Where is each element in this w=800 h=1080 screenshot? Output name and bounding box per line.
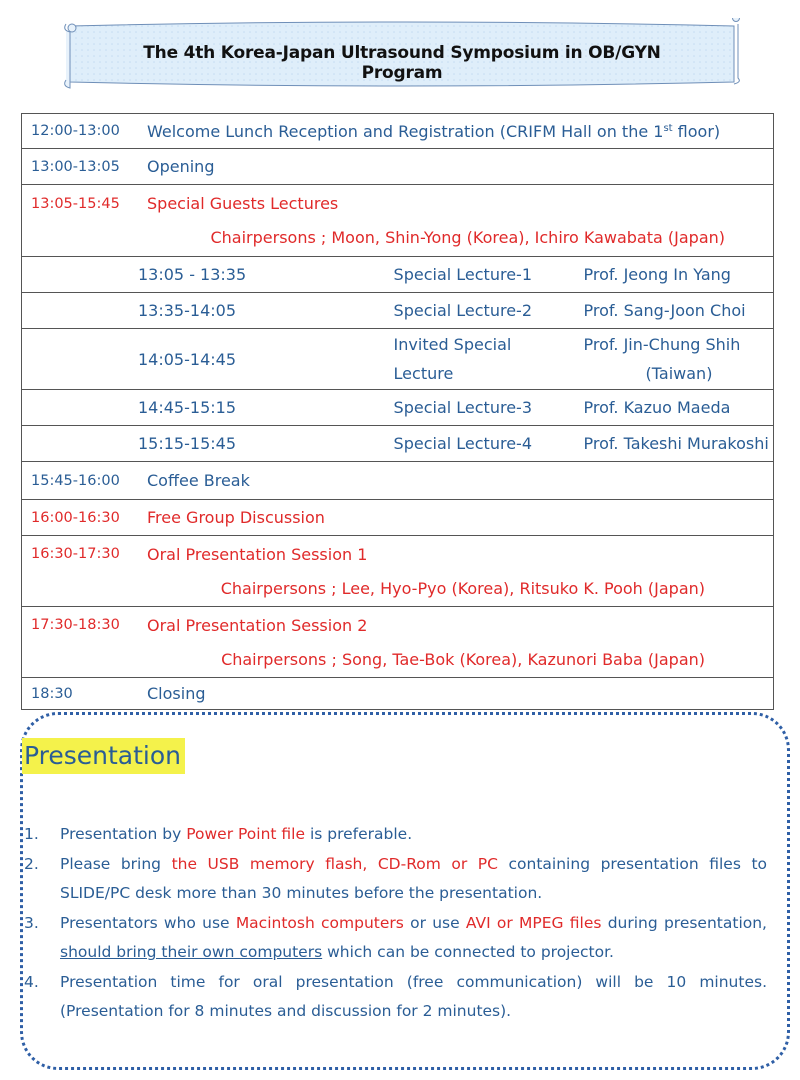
superscript-st: st bbox=[663, 122, 673, 134]
lecture-speaker: Prof. Jin-Chung Shih bbox=[583, 335, 741, 354]
row-time: 17:30-18:30 bbox=[31, 617, 120, 633]
list-text bbox=[60, 820, 767, 849]
schedule-row-coffee bbox=[22, 462, 774, 500]
row-event: Opening bbox=[143, 149, 774, 185]
text-segment: during presentation, bbox=[601, 914, 767, 932]
highlight-text: the USB memory flash, CD-Rom or PC bbox=[171, 855, 498, 873]
lecture-time: 14:05-14:45 bbox=[22, 329, 394, 390]
text-segment: Please bring bbox=[60, 855, 172, 873]
list-number: 3. bbox=[24, 914, 39, 932]
list-text bbox=[60, 850, 767, 908]
lecture-row bbox=[22, 426, 774, 462]
chairpersons-special: Chairpersons ; Moon, Shin-Yong (Korea), Ichiro Kawabata (Japan) bbox=[210, 228, 725, 247]
lecture-title: Invited Special Lecture bbox=[394, 329, 584, 390]
list-text: Presentation time for oral presentation (free communication) will be 10 minutes. (Presentation for 8 minutes and discussion for 2 minutes). bbox=[60, 973, 767, 1020]
highlight-text: Power Point file bbox=[186, 825, 306, 843]
row-event: Coffee Break bbox=[143, 462, 774, 500]
chairpersons-oral1: Chairpersons ; Lee, Hyo-Pyo (Korea), Ritsuko K. Pooh (Japan) bbox=[220, 578, 705, 598]
row-time: 16:00-16:30 bbox=[22, 500, 144, 536]
list-number: 1. bbox=[24, 825, 39, 843]
lecture-speaker-country: (Taiwan) bbox=[645, 364, 713, 383]
lecture-speaker: Prof. Sang-Joon Choi bbox=[584, 293, 774, 329]
lecture-row bbox=[22, 293, 774, 329]
lecture-title: Special Lecture-2 bbox=[394, 293, 584, 329]
lecture-time: 13:35-14:05 bbox=[22, 293, 394, 329]
event-text-end: floor) bbox=[672, 121, 721, 141]
text-segment: or use bbox=[403, 914, 466, 932]
lecture-title: Special Lecture-3 bbox=[394, 390, 584, 426]
lecture-row bbox=[22, 390, 774, 426]
row-time: 12:00-13:00 bbox=[22, 114, 144, 149]
lecture-time: 14:45-15:15 bbox=[22, 390, 394, 426]
text-segment: is preferable. bbox=[305, 825, 413, 843]
schedule-row-welcome bbox=[22, 114, 774, 149]
special-lectures-cell bbox=[22, 185, 774, 257]
schedule-row-special bbox=[22, 185, 774, 257]
row-time: 18:30 bbox=[22, 678, 144, 710]
row-event: Free Group Discussion bbox=[143, 500, 774, 536]
lecture-row bbox=[22, 257, 774, 293]
list-text bbox=[60, 909, 767, 967]
event-text: Welcome Lunch Reception and Registration (CRIFM Hall on the 1 bbox=[147, 121, 664, 141]
lecture-speaker: Prof. Takeshi Murakoshi bbox=[584, 426, 774, 462]
highlight-text: Macintosh computers bbox=[235, 914, 404, 932]
lecture-speaker: Prof. Jeong In Yang bbox=[584, 257, 774, 293]
schedule-table bbox=[21, 113, 774, 710]
schedule-row-oral1 bbox=[22, 536, 774, 607]
schedule-row-oral2 bbox=[22, 607, 774, 678]
lecture-time: 15:15-15:45 bbox=[22, 426, 394, 462]
oral-session-2-cell bbox=[22, 607, 774, 678]
schedule-row-closing bbox=[22, 678, 774, 710]
text-segment: which can be connected to projector. bbox=[322, 943, 614, 961]
schedule-row-opening bbox=[22, 149, 774, 185]
underlined-text: should bring their own computers bbox=[60, 943, 323, 961]
list-item bbox=[22, 968, 767, 1026]
text-segment: Presentation by bbox=[60, 825, 187, 843]
lecture-speaker-cell bbox=[584, 329, 774, 390]
row-time: 16:30-17:30 bbox=[31, 546, 120, 562]
text-segment: containing presentation files to SLIDE/PC desk more than 30 minutes before the presentation. bbox=[60, 855, 768, 902]
list-number: 4. bbox=[24, 973, 39, 991]
lecture-row bbox=[22, 329, 774, 390]
list-item bbox=[22, 820, 767, 849]
chairpersons-oral2: Chairpersons ; Song, Tae-Bok (Korea), Kazunori Baba (Japan) bbox=[221, 649, 705, 669]
list-item bbox=[22, 909, 767, 967]
row-event: Closing bbox=[143, 678, 774, 710]
row-time: 15:45-16:00 bbox=[22, 462, 144, 500]
row-event: Oral Presentation Session 2 bbox=[147, 615, 368, 635]
title-banner bbox=[62, 18, 742, 90]
lecture-time: 13:05 - 13:35 bbox=[22, 257, 394, 293]
list-number: 2. bbox=[24, 855, 39, 873]
lecture-title: Special Lecture-4 bbox=[394, 426, 584, 462]
row-time: 13:05-15:45 bbox=[31, 195, 120, 212]
text-segment: Presentators who use bbox=[60, 914, 236, 932]
schedule-row-discussion bbox=[22, 500, 774, 536]
lecture-speaker: Prof. Kazuo Maeda bbox=[584, 390, 774, 426]
oral-session-1-cell bbox=[22, 536, 774, 607]
presentation-list bbox=[22, 820, 767, 1027]
row-event bbox=[143, 114, 774, 149]
row-event: Special Guests Lectures bbox=[147, 194, 339, 213]
row-event: Oral Presentation Session 1 bbox=[147, 544, 368, 564]
lecture-title: Special Lecture-1 bbox=[394, 257, 584, 293]
list-item bbox=[22, 850, 767, 908]
row-time: 13:00-13:05 bbox=[22, 149, 144, 185]
program-title: The 4th Korea-Japan Ultrasound Symposium in OB/GYN Program bbox=[143, 43, 661, 83]
highlight-text: AVI or MPEG files bbox=[465, 914, 602, 932]
presentation-heading: Presentation bbox=[22, 738, 185, 774]
